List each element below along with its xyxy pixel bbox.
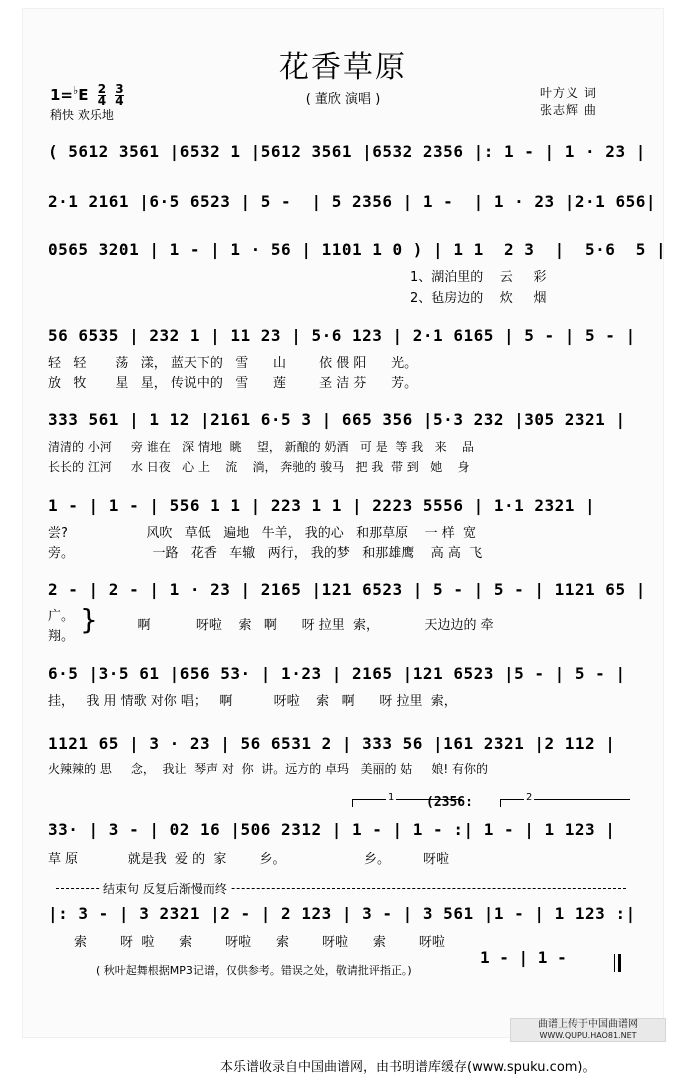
score-row-4: 56 6535 | 232 1 | 11 23 | 5·6 123 | 2·1 6165 | 5 - | 5 - |	[48, 326, 636, 345]
key-prefix: 1=	[50, 86, 74, 104]
lyrics-row-5-verse-1: 清清的 小河 旁 谁在 深 情地 眺 望， 新酿的 奶酒 可 是 等 我 来 品	[48, 440, 474, 454]
score-row-1: ( 5612 3561 |6532 1 |5612 3561 |6532 2356 |: 1 - | 1 · 23 |	[48, 142, 646, 161]
site-watermark-badge	[510, 1018, 666, 1042]
key-note: E	[78, 86, 89, 104]
time-sig-2-num: 3	[115, 82, 124, 96]
time-sig-1-num: 2	[97, 82, 107, 96]
score-row-3: 0565 3201 | 1 - | 1 · 56 | 1101 1 0 ) | 1 1 2 3 | 5·6 5 |	[48, 240, 667, 259]
lyrics-row-4-verse-2: 放 牧 星 星， 传说中的 雪 莲 圣 洁 芬 芳。	[48, 376, 418, 391]
lyrics-row-3-verse-2: 2、毡房边的 炊 烟	[410, 291, 547, 306]
time-sig-1-den: 4	[97, 94, 107, 108]
performer-credit: ( 董欣 演唱 )	[305, 92, 381, 107]
second-ending-label: 2	[526, 792, 533, 803]
lyrics-row-7-verse-1: 广。	[48, 609, 75, 624]
song-title: 花香草原	[279, 50, 407, 85]
lyrics-row-7-chorus: 啊 呀啦 索 啊 呀 拉里 索， 天边边的 牵	[92, 618, 494, 633]
score-row-5: 333 561 | 1 12 |2161 6·5 3 | 665 356 |5·3 232 |305 2321 |	[48, 410, 626, 429]
final-barline-thin	[614, 954, 615, 972]
tempo-marking: 稍快 欢乐地	[50, 108, 114, 122]
lyrics-row-5-verse-2: 长长的 江河 水 日夜 心 上 流 淌， 奔驰的 骏马 把 我 带 到 她 身	[48, 460, 470, 474]
lyrics-row-8: 挂， 我 用 情歌 对你 唱； 啊 呀啦 索 啊 呀 拉里 索，	[48, 694, 457, 709]
first-ending-tick	[352, 799, 353, 807]
flat-sign: ♭	[73, 84, 79, 97]
time-signature-2	[115, 84, 123, 107]
score-row-11: |: 3 - | 3 2321 |2 - | 2 123 | 3 - | 3 561 |1 - | 1 123 :|	[48, 904, 636, 923]
badge-line-1: 曲谱上传于中国曲谱网	[538, 1019, 638, 1030]
score-row-6: 1 - | 1 - | 556 1 1 | 223 1 1 | 2223 5556 | 1·1 2321 |	[48, 496, 596, 515]
second-ending-bracket	[500, 799, 630, 800]
ending-instruction: 结束句 反复后渐慢而终	[100, 880, 230, 897]
transcription-note: ( 秋叶起舞根据MP3记谱，仅供参考。错误之处，敬请批评指正。)	[96, 964, 412, 977]
score-row-9: 1121 65 | 3 · 23 | 56 6531 2 | 333 56 |161 2321 |2 112 |	[48, 734, 616, 753]
lyrics-row-7-verse-2: 翔。	[48, 629, 75, 644]
key-signature	[50, 84, 124, 107]
time-signature-1	[98, 84, 106, 107]
source-footer: 本乐谱收录自中国曲谱网，由书明谱库缓存(www.spuku.com)。	[220, 1060, 596, 1075]
lyrics-row-11: 索 呀 啦 索 呀啦 索 呀啦 索 呀啦	[74, 935, 445, 950]
ending-pickup: (2356:	[426, 795, 473, 810]
score-row-7: 2 - | 2 - | 1 · 23 | 2165 |121 6523 | 5 - | 5 - | 1121 65 |	[48, 580, 646, 599]
second-ending-tick	[500, 799, 501, 807]
first-ending-label: 1	[388, 792, 395, 803]
lyrics-row-4-verse-1: 轻 轻 荡 漾， 蓝天下的 雪 山 依 偎 阳 光。	[48, 356, 418, 371]
badge-line-2: WWW.QUPU.HAO81.NET	[539, 1031, 637, 1040]
score-row-2: 2·1 2161 |6·5 6523 | 5 - | 5 2356 | 1 - | 1 · 23 |2·1 656|	[48, 192, 656, 211]
final-barline-thick	[618, 954, 621, 972]
score-row-8: 6·5 |3·5 61 |656 53· | 1·23 | 2165 |121 6523 |5 - | 5 - |	[48, 664, 626, 683]
final-ending-notes: 1 - | 1 -	[480, 948, 567, 967]
composer-credit: 张志辉 曲	[540, 103, 597, 117]
lyrics-row-6-verse-1: 尝? 风吹 草低 遍地 牛羊， 我的心 和那草原 一 样 宽	[48, 526, 477, 541]
lyrics-row-3-verse-1: 1、湖泊里的 云 彩	[410, 270, 547, 285]
lyrics-row-6-verse-2: 旁。 一路 花香 车辙 两行， 我的梦 和那雄鹰 高 高 飞	[48, 546, 483, 561]
time-sig-2-den: 4	[115, 94, 124, 108]
lyricist-credit: 叶方义 词	[540, 86, 597, 100]
verse-brace: }	[80, 603, 98, 636]
lyrics-row-10: 草 原 就是我 爱 的 家 乡。 乡。 呀啦	[48, 852, 450, 867]
score-row-10: 33· | 3 - | 02 16 |506 2312 | 1 - | 1 - :| 1 - | 1 123 |	[48, 820, 616, 839]
lyrics-row-9: 火辣辣的 思 念， 我让 琴声 对 你 讲。远方的 卓玛 美丽的 姑 娘! 有你的	[48, 762, 488, 776]
